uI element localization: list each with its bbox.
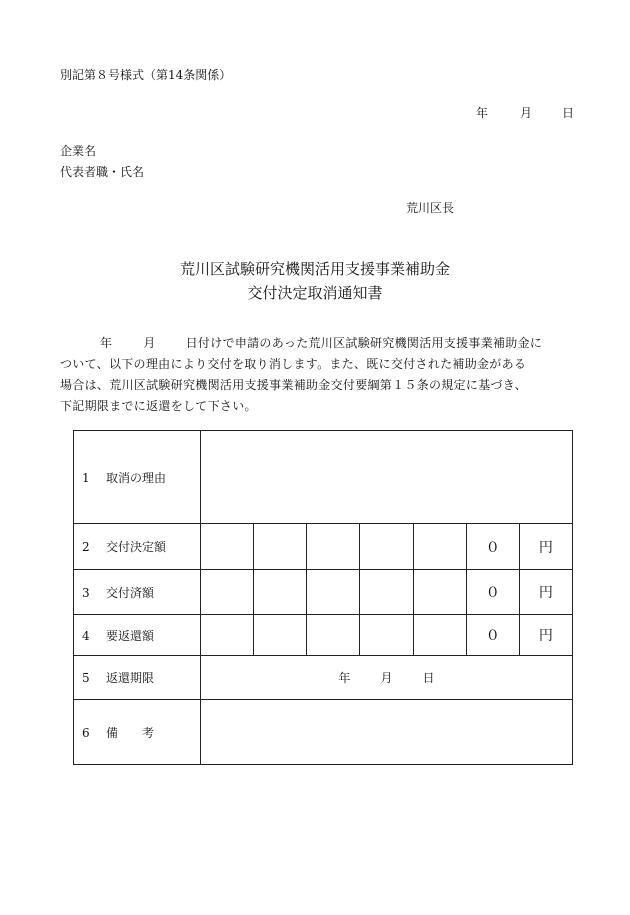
- body-line-2: ついて、以下の理由により交付を取り消します。また、既に交付された補助金がある: [60, 357, 527, 371]
- deadline-year: 年: [338, 671, 351, 685]
- reason-field[interactable]: [201, 431, 573, 524]
- representative-label: 代表者職・氏名: [60, 165, 145, 179]
- deadline-day: 日: [422, 671, 435, 685]
- amount-digit-cell[interactable]: [360, 615, 413, 656]
- document-title-line1: 荒川区試験研究機関活用支援事業補助金: [179, 260, 450, 278]
- row-label: [74, 656, 201, 700]
- body-line-4: 下記期限までに返還をして下さい。: [60, 399, 257, 413]
- body-year: 年: [100, 336, 113, 350]
- amount-digit-cell[interactable]: [413, 570, 466, 615]
- table-row: [74, 570, 573, 615]
- row-label: [74, 431, 201, 524]
- amount-digit-cell[interactable]: [201, 524, 254, 570]
- row-label-text: 備 考: [106, 725, 155, 740]
- row-number: 2: [82, 540, 90, 554]
- company-label: 企業名: [60, 144, 97, 158]
- table-row: [74, 656, 573, 700]
- date-month: 月: [520, 106, 533, 120]
- table-row: [74, 431, 573, 524]
- row-number: 5: [82, 671, 90, 685]
- row-label: [74, 700, 201, 765]
- amount-digit-cell[interactable]: [307, 570, 360, 615]
- amount-digit-cell[interactable]: [360, 524, 413, 570]
- remarks-field[interactable]: [201, 700, 573, 765]
- amount-digit-cell[interactable]: [254, 570, 307, 615]
- amount-digit-cell[interactable]: [201, 570, 254, 615]
- amount-digit-cell[interactable]: [413, 524, 466, 570]
- row-label-text: 交付済額: [106, 585, 155, 600]
- amount-digit-cell[interactable]: [307, 524, 360, 570]
- date-year: 年: [476, 106, 489, 120]
- yen-unit: 円: [519, 570, 572, 615]
- table-row: [74, 700, 573, 765]
- deadline-month: 月: [380, 671, 393, 685]
- row-label: [74, 524, 201, 570]
- row-number: 6: [82, 725, 90, 740]
- body-month: 月: [143, 336, 156, 350]
- amount-value[interactable]: ０: [466, 524, 519, 570]
- amount-digit-cell[interactable]: [201, 615, 254, 656]
- issuer-name: 荒川区長: [406, 201, 455, 215]
- amount-digit-cell[interactable]: [360, 570, 413, 615]
- row-label-text: 返還期限: [106, 671, 155, 685]
- yen-unit: 円: [519, 524, 572, 570]
- row-label: [74, 570, 201, 615]
- document-title-line2: 交付決定取消通知書: [247, 284, 383, 302]
- table-row: [74, 615, 573, 656]
- row-number: 4: [82, 628, 90, 643]
- amount-value[interactable]: ０: [466, 570, 519, 615]
- body-line-1: [60, 333, 575, 354]
- notice-body: [60, 333, 575, 417]
- amount-value[interactable]: ０: [466, 615, 519, 656]
- amount-digit-cell[interactable]: [413, 615, 466, 656]
- row-label-text: 交付決定額: [106, 540, 167, 554]
- cancellation-table: [73, 430, 573, 765]
- form-number: 別記第８号様式（第14条関係）: [60, 68, 232, 82]
- amount-digit-cell[interactable]: [254, 524, 307, 570]
- date-day: 日: [562, 106, 575, 120]
- row-label-text: 要返還額: [106, 628, 155, 643]
- body-line-1-rest: 日付けで申請のあった荒川区試験研究機関活用支援事業補助金に: [185, 336, 543, 350]
- body-line-3: 場合は、荒川区試験研究機関活用支援事業補助金交付要綱第１５条の規定に基づき、: [60, 378, 527, 392]
- row-number: 3: [82, 585, 90, 600]
- amount-digit-cell[interactable]: [254, 615, 307, 656]
- deadline-field[interactable]: [201, 656, 573, 700]
- table-row: [74, 524, 573, 570]
- row-label-text: 取消の理由: [106, 470, 167, 485]
- yen-unit: 円: [519, 615, 572, 656]
- issue-date: [476, 104, 574, 121]
- row-number: 1: [82, 470, 90, 485]
- amount-digit-cell[interactable]: [307, 615, 360, 656]
- row-label: [74, 615, 201, 656]
